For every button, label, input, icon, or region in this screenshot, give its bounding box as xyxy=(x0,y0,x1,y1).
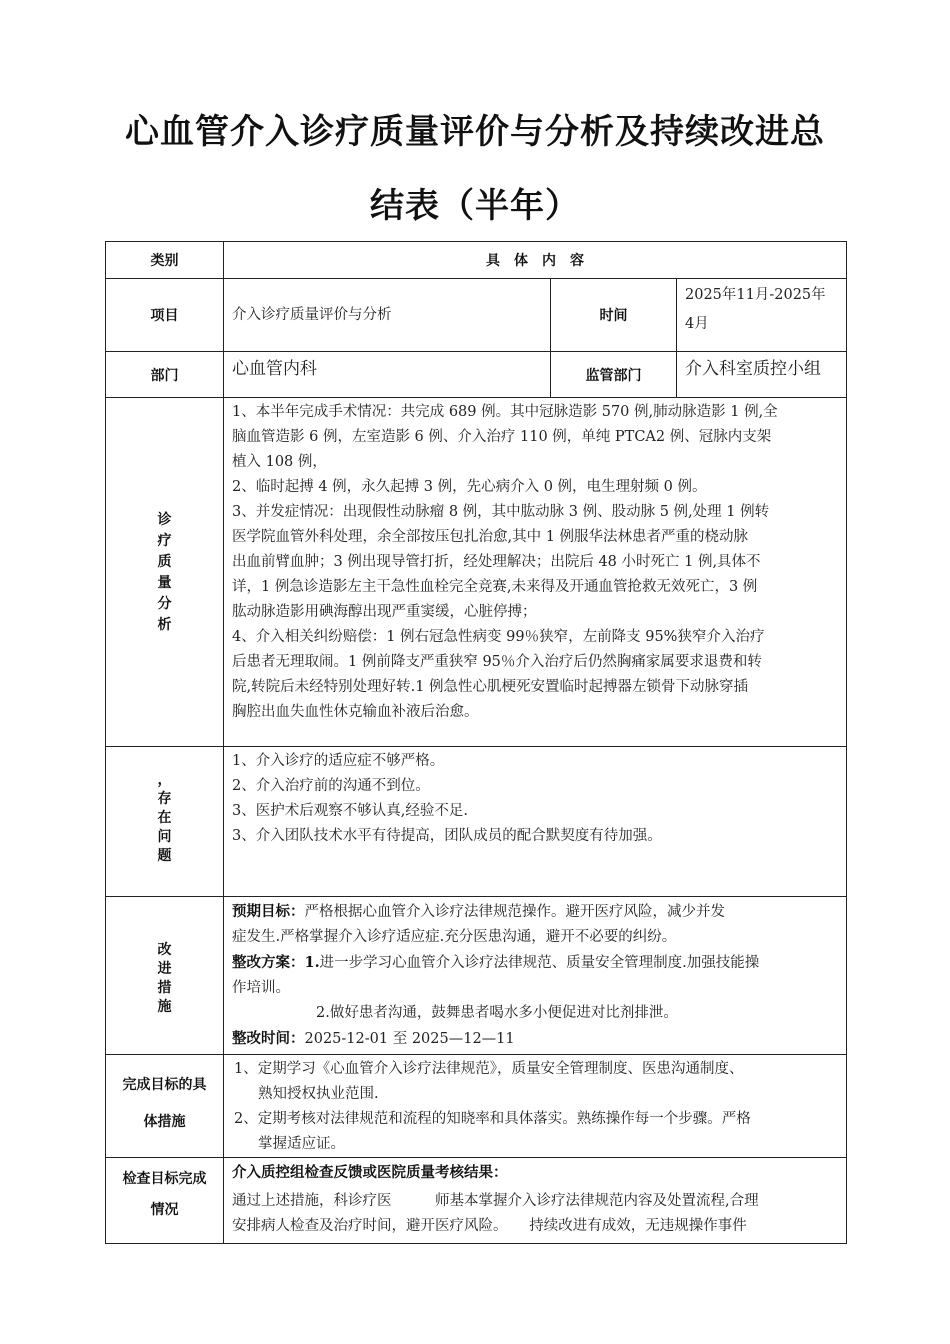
goal-label: 预期目标： xyxy=(232,903,305,920)
problems-content-cell xyxy=(224,747,847,897)
problems-label-char: 题 xyxy=(157,848,172,864)
specific-measures-row xyxy=(106,1055,847,1158)
problem-item: 2、介入治疗前的沟通不到位。 xyxy=(232,778,430,794)
measures-content-cell xyxy=(224,897,847,1055)
analysis-label-char: 量 xyxy=(157,575,172,591)
check-text xyxy=(224,1158,846,1239)
analysis-row xyxy=(106,398,847,747)
summary-table xyxy=(105,241,847,1244)
measures-label xyxy=(106,897,223,1017)
supervisor-label: 监管部门 xyxy=(551,352,677,398)
analysis-content-cell xyxy=(224,398,847,747)
header-row xyxy=(106,242,847,279)
plan-line3: 2.做好患者沟通，鼓舞患者喝水多小便促进对比剂排泄。 xyxy=(316,1005,678,1021)
analysis-label-char: 析 xyxy=(157,617,172,633)
problems-row xyxy=(106,747,847,897)
analysis-line: 胸腔出血失血性休克输血补液后治愈。 xyxy=(232,704,479,720)
specific-item-2 xyxy=(234,1107,838,1132)
problems-label-char: 在 xyxy=(157,810,172,826)
analysis-label-char: 诊 xyxy=(157,512,172,528)
measures-row xyxy=(106,897,847,1055)
problem-item: 3、介入团队技术水平有待提高，团队成员的配合默契度有待加强。 xyxy=(232,828,662,844)
analysis-line: 2、临时起搏 4 例，永久起搏 3 例，先心病介入 0 例，电生理射频 0 例。 xyxy=(232,479,707,495)
problems-label xyxy=(106,747,223,866)
rectify-time-value: 2025-12-01 至 2025—12—11 xyxy=(304,1031,515,1047)
problem-item: 3、医护术后观察不够认真,经验不足. xyxy=(232,803,468,819)
plan-line2: 作培训。 xyxy=(232,980,290,996)
supervisor-value: 介入科室质控小组 xyxy=(685,359,821,379)
time-value-line2: 4月 xyxy=(685,316,709,332)
measures-label-char: 进 xyxy=(157,961,172,977)
check-line1: 通过上述措施，科诊疗医 师基本掌握介入诊疗法律规范内容及处置流程,合理 xyxy=(232,1193,759,1209)
goal-line1 xyxy=(232,899,838,925)
analysis-text xyxy=(224,398,846,725)
problem-item: 1、介入诊疗的适应症不够严格。 xyxy=(232,753,445,769)
content-header: 具 体 内 容 xyxy=(224,242,847,279)
analysis-label-char: 疗 xyxy=(157,533,172,549)
supervisor-value-cell xyxy=(677,352,847,398)
measures-label-char: 措 xyxy=(157,980,172,996)
category-header: 类别 xyxy=(106,242,224,279)
analysis-line: 后患者无理取闹。1 例前降支严重狭窄 95％介入治疗后仍然胸痛家属要求退费和转 xyxy=(232,654,762,670)
problems-text xyxy=(224,747,846,849)
department-label: 部门 xyxy=(106,352,224,398)
specific-item-1-cont: 熟知授权执业范围. xyxy=(258,1086,379,1102)
department-value-cell xyxy=(224,352,551,398)
department-row xyxy=(106,352,847,398)
specific-item-2-text: 定期考核对法律规范和流程的知晓率和具体落实。熟练操作每一个步骤。严格 xyxy=(257,1111,751,1127)
check-content-cell xyxy=(224,1158,847,1244)
plan-line1 xyxy=(232,950,838,976)
analysis-label-char: 质 xyxy=(157,554,172,570)
check-label-line1: 检查目标完成 xyxy=(122,1171,207,1187)
analysis-line: 1、本半年完成手术情况：共完成 689 例。其中冠脉造影 570 例,肺动脉造影 1 例,全 xyxy=(232,404,778,420)
specific-item-2-cont: 掌握适应证。 xyxy=(258,1136,345,1152)
problems-label-char: 问 xyxy=(157,829,172,845)
project-value-cell xyxy=(224,279,551,352)
analysis-line: 植入 108 例， xyxy=(232,454,327,470)
analysis-label-cell xyxy=(106,398,224,747)
plan-text: 进一步学习心血管介入诊疗法律规范、质量安全管理制度.加强技能操 xyxy=(319,955,760,971)
rectify-time-line xyxy=(232,1026,838,1052)
specific-label xyxy=(106,1055,223,1141)
check-row xyxy=(106,1158,847,1244)
specific-label-line1: 完成目标的具 xyxy=(122,1077,207,1093)
analysis-line: 脑血管造影 6 例，左室造影 6 例、介入治疗 110 例，单纯 PTCA2 例、冠脉内支架 xyxy=(232,429,772,445)
analysis-line: 详，1 例急诊造影左主干急性血栓完全竞赛,未来得及开通血管抢救无效死亡，3 例 xyxy=(232,579,758,595)
problems-label-cell xyxy=(106,747,224,897)
project-label: 项目 xyxy=(106,279,224,352)
check-label-cell xyxy=(106,1158,224,1244)
specific-item-2-num: 2、 xyxy=(234,1111,258,1127)
time-value-cell xyxy=(677,279,847,352)
specific-text xyxy=(224,1055,846,1157)
analysis-label-char: 分 xyxy=(157,596,172,612)
check-label xyxy=(106,1158,223,1226)
analysis-line: 出血前臂血肿；3 例出现导管打折，经处理解决；出院后 48 小时死亡 1 例,具体不 xyxy=(232,554,761,570)
document-title-line2: 结表（半年） xyxy=(370,186,580,226)
measures-label-char: 改 xyxy=(157,942,172,958)
measures-label-cell xyxy=(106,897,224,1055)
goal-text: 严格根据心血管介入诊疗法律规范操作。避开医疗风险，减少并发 xyxy=(304,904,725,920)
specific-label-cell xyxy=(106,1055,224,1158)
plan-num: 1. xyxy=(304,954,320,971)
specific-item-1-text: 定期学习《心血管介入诊疗法律规范》，质量安全管理制度、医患沟通制度、 xyxy=(257,1061,744,1077)
check-line2: 安排病人检查及治疗时间，避开医疗风险。 持续改进有成效，无违规操作事件 xyxy=(232,1218,747,1234)
rectify-time-label: 整改时间： xyxy=(232,1030,305,1047)
time-value xyxy=(677,279,846,339)
measures-text xyxy=(224,897,846,1052)
goal-line2: 症发生.严格掌握介入诊疗适应症.充分医患沟通，避开不必要的纠纷。 xyxy=(232,929,677,945)
department-value: 心血管内科 xyxy=(232,359,317,379)
problems-label-char: ， xyxy=(157,772,172,788)
check-heading: 介入质控组检查反馈或医院质量考核结果： xyxy=(232,1164,508,1181)
document-title-line1: 心血管介入诊疗质量评价与分析及持续改进总 xyxy=(125,112,825,152)
plan-label: 整改方案： xyxy=(232,954,305,971)
check-label-line2: 情况 xyxy=(150,1202,179,1218)
analysis-line: 肱动脉造影用碘海醇出现严重窦缓，心脏停搏； xyxy=(232,604,537,620)
problems-label-char: 存 xyxy=(157,791,172,807)
analysis-line: 4、介入相关纠纷赔偿：1 例右冠急性病变 99％狭窄，左前降支 95%狭窄介入治疗 xyxy=(232,629,765,645)
specific-label-line2: 体措施 xyxy=(143,1114,186,1130)
specific-item-1-num: 1、 xyxy=(234,1061,258,1077)
measures-label-char: 施 xyxy=(157,999,172,1015)
time-value-line1: 2025年11月-2025年 xyxy=(685,287,826,303)
specific-item-1 xyxy=(234,1057,838,1082)
analysis-line: 医学院血管外科处理，余全部按压包扎治愈,其中 1 例服华法林患者严重的桡动脉 xyxy=(232,529,749,545)
project-row xyxy=(106,279,847,352)
analysis-line: 院,转院后未经特别处理好转.1 例急性心肌梗死安置临时起搏器左锁骨下动脉穿插 xyxy=(232,679,749,695)
time-label: 时间 xyxy=(551,279,677,352)
analysis-label xyxy=(106,398,223,636)
project-value: 介入诊疗质量评价与分析 xyxy=(232,306,392,323)
analysis-line: 3、并发症情况：出现假性动脉瘤 8 例，其中肱动脉 3 例、股动脉 5 例,处理 1 例转 xyxy=(232,504,770,520)
specific-content-cell xyxy=(224,1055,847,1158)
